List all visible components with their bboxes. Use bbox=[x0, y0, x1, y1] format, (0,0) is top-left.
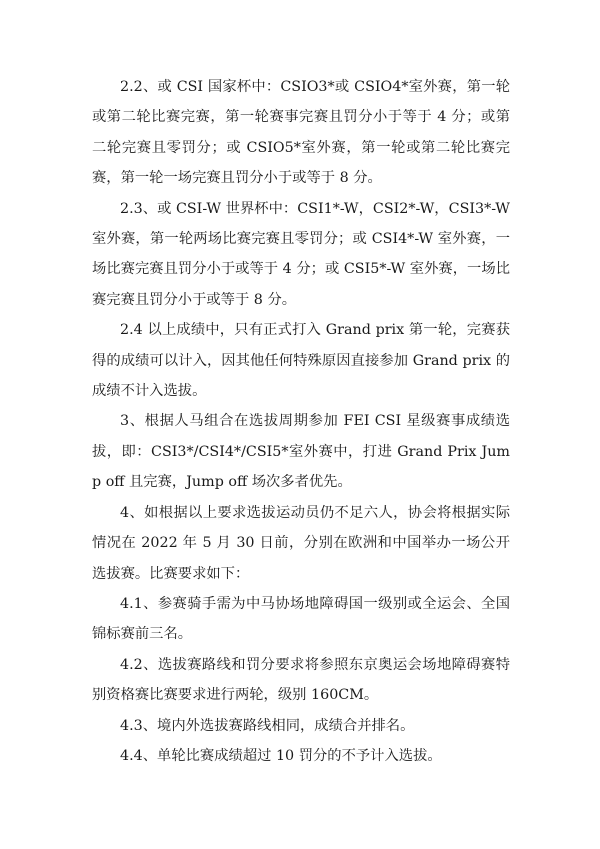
paragraph-3: 3、根据人马组合在选拔周期参加 FEI CSI 星级赛事成绩选拔，即：CSI3*/CSI4*/CSI5*室外赛中，打进 Grand Prix Jump off 且完赛，Jump off 场次多者优先。 bbox=[92, 413, 510, 491]
document-body bbox=[92, 72, 515, 771]
paragraph-4-4: 4.4、单轮比赛成绩超过 10 罚分的不予计入选拔。 bbox=[120, 747, 442, 764]
paragraph-2-4: 2.4 以上成绩中，只有正式打入 Grand prix 第一轮，完赛获得的成绩可以计入，因其他任何特殊原因直接参加 Grand prix 的成绩不计入选拔。 bbox=[92, 322, 510, 400]
paragraph-2-3: 2.3、或 CSI-W 世界杯中：CSI1*-W，CSI2*-W，CSI3*-W 室外赛，第一轮两场比赛完赛且零罚分；或 CSI4*-W 室外赛，一场比赛完赛且罚分小于或等于 4 分；或 CSI5*-W 室外赛，一场比赛完赛且罚分小于或等于 8 分。 bbox=[92, 200, 515, 308]
paragraph-4-1: 4.1、参赛骑手需为中马协场地障碍国一级别或全运会、全国锦标赛前三名。 bbox=[92, 595, 510, 643]
paragraph-4: 4、如根据以上要求选拔运动员仍不足六人，协会将根据实际情况在 2022 年 5 月 30 日前，分别在欧洲和中国举办一场公开选拔赛。比赛要求如下： bbox=[92, 504, 510, 582]
paragraph-2-2: 2.2、或 CSI 国家杯中：CSIO3*或 CSIO4*室外赛，第一轮或第二轮比赛完赛，第一轮赛事完赛且罚分小于等于 4 分；或第二轮完赛且零罚分；或 CSIO5*室外赛，第一轮或第二轮比赛完赛，第一轮一场完赛且罚分小于或等于 8 分。 bbox=[92, 79, 510, 187]
paragraph-4-2: 4.2、选拔赛路线和罚分要求将参照东京奥运会场地障碍赛特别资格赛比赛要求进行两轮，级别 160CM。 bbox=[92, 656, 510, 704]
paragraph-4-3: 4.3、境内外选拔赛路线相同，成绩合并排名。 bbox=[120, 717, 415, 734]
